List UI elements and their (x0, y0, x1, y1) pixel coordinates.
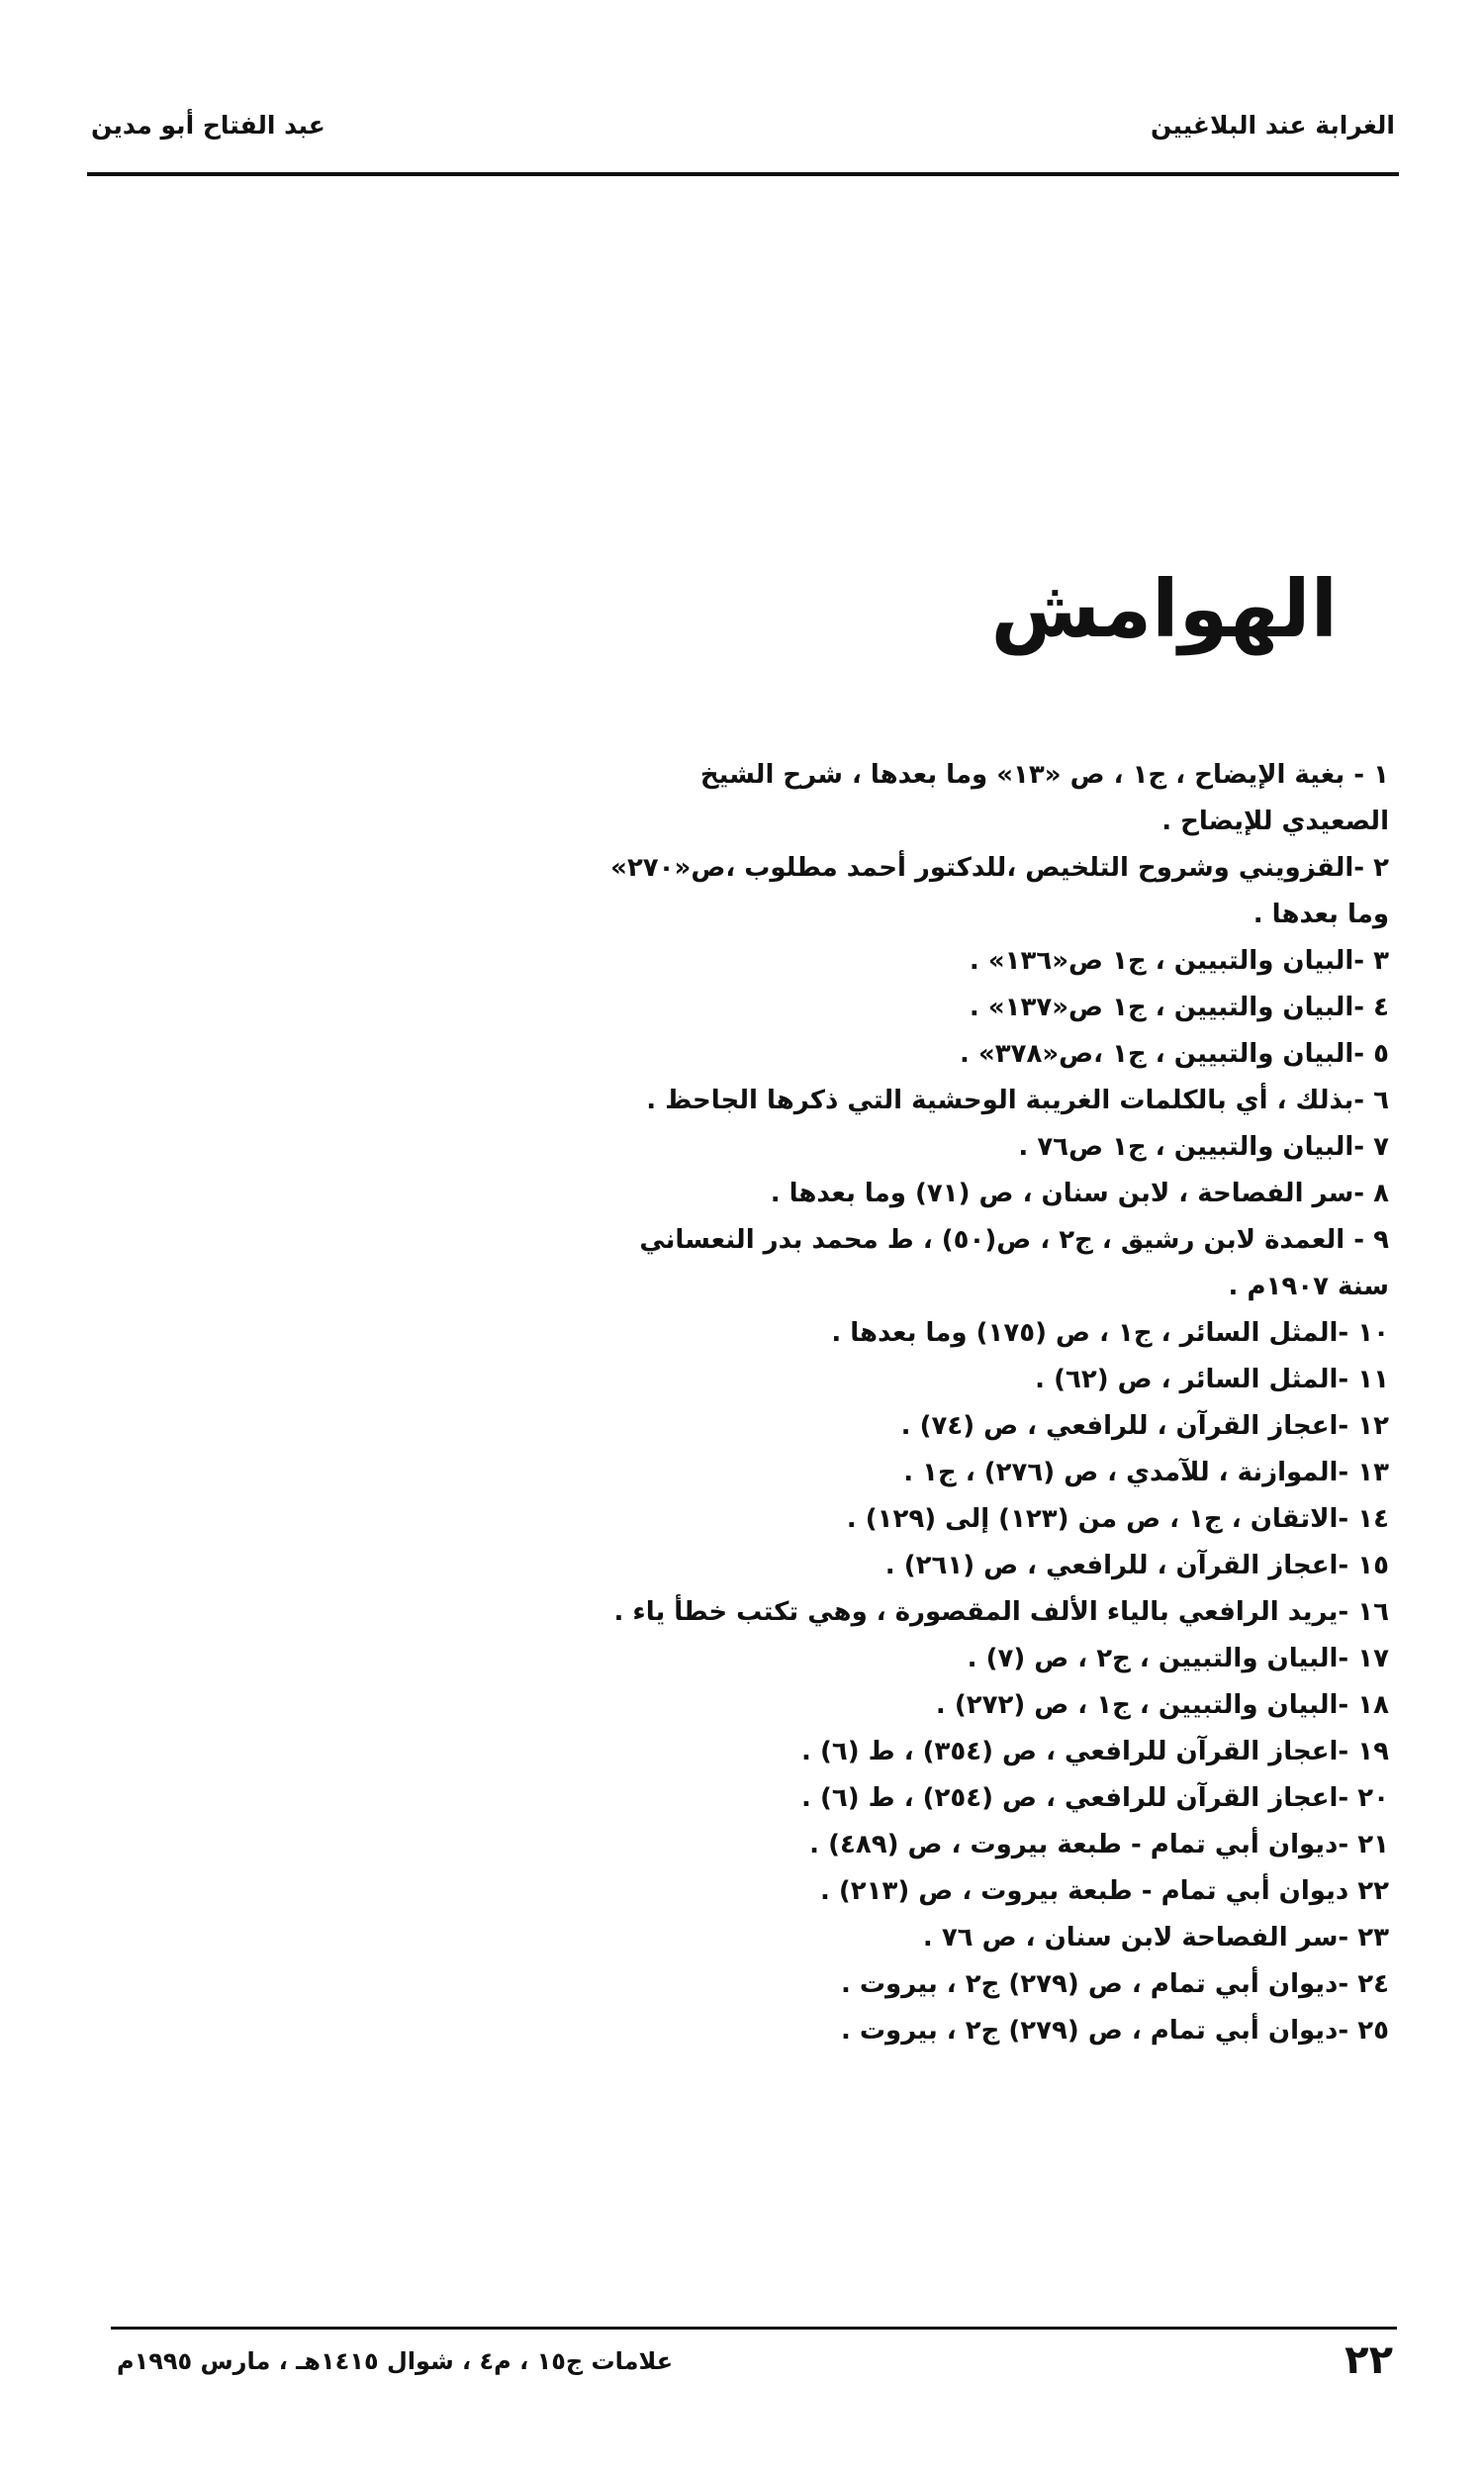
footnote-item: ٥ -البيان والتبيين ، ج١ ،ص«٣٧٨» . (960, 1039, 1389, 1069)
footnote-item: ٦ -بذلك ، أي بالكلمات الغريبة الوحشية التي ذكرها الجاحظ . (646, 1086, 1389, 1115)
footnote-item: ٧ -البيان والتبيين ، ج١ ص٧٦ . (1018, 1132, 1389, 1162)
footnote-item: ١٤ -الاتقان ، ج١ ، ص من (١٢٣) إلى (١٢٩) . (846, 1504, 1389, 1534)
footnote-item: ٢٢ ديوان أبي تمام - طبعة بيروت ، ص (٢١٣) . (819, 1876, 1389, 1906)
footnote-item: ١٣ -الموازنة ، للآمدي ، ص (٢٧٦) ، ج١ . (903, 1458, 1389, 1487)
page-number: ٢٢ (1345, 2337, 1393, 2383)
running-author: عبد الفتاح أبو مدين (91, 111, 325, 140)
footnote-item: ٢١ -ديوان أبي تمام - طبعة بيروت ، ص (٤٨٩) . (809, 1830, 1389, 1859)
footnote-item: ٢٠ -اعجاز القرآن للرافعي ، ص (٢٥٤) ، ط (٦) . (801, 1783, 1389, 1813)
footnote-item: ١٢ -اعجاز القرآن ، للرافعي ، ص (٧٤) . (900, 1411, 1389, 1441)
footer-rule (111, 2327, 1397, 2330)
section-title: الهوامش (990, 563, 1338, 655)
footnote-item: ٢٣ -سر الفصاحة لابن سنان ، ص ٧٦ . (922, 1923, 1389, 1953)
footnote-item: ٩ - العمدة لابن رشيق ، ج٢ ، ص(٥٠) ، ط محمد بدر النعساني سنة ١٩٠٧م . (639, 1225, 1389, 1301)
footnote-item: ٤ -البيان والتبيين ، ج١ ص«١٣٧» . (969, 993, 1389, 1022)
footnote-item: ٨ -سر الفصاحة ، لابن سنان ، ص (٧١) وما بعدها . (770, 1179, 1389, 1208)
footnote-item: ١٠ -المثل السائر ، ج١ ، ص (١٧٥) وما بعدها . (831, 1318, 1389, 1348)
journal-info: علامات ج١٥ ، م٤ ، شوال ١٤١٥هـ ، مارس ١٩٩٥م (117, 2347, 674, 2375)
running-title: الغرابة عند البلاغيين (1151, 111, 1395, 140)
header-rule (87, 172, 1399, 176)
footnote-item: ١٧ -البيان والتبيين ، ج٢ ، ص (٧) . (967, 1644, 1389, 1673)
footnote-item: ٣ -البيان والتبيين ، ج١ ص«١٣٦» . (969, 946, 1389, 976)
footnote-item: ١١ -المثل السائر ، ص (٦٢) . (1035, 1365, 1389, 1394)
footnote-item: ١٦ -يريد الرافعي بالياء الألف المقصورة ، وهي تكتب خطأ ياء . (613, 1597, 1389, 1627)
footnote-item: ١٥ -اعجاز القرآن ، للرافعي ، ص (٢٦١) . (884, 1551, 1389, 1580)
footnote-item: ١ - بغية الإيضاح ، ج١ ، ص «١٣» وما بعدها ، شرح الشيخ الصعيدي للإيضاح . (699, 760, 1389, 836)
footnote-item: ٢٥ -ديوان أبي تمام ، ص (٢٧٩) ج٢ ، بيروت . (840, 2016, 1389, 2046)
footnote-item: ٢٤ -ديوان أبي تمام ، ص (٢٧٩) ج٢ ، بيروت . (840, 1969, 1389, 1999)
footnote-item: ١٨ -البيان والتبيين ، ج١ ، ص (٢٧٢) . (935, 1690, 1389, 1720)
footnotes-list (598, 752, 1389, 2054)
footnote-item: ٢ -القزويني وشروح التلخيص ،للدكتور أحمد مطلوب ،ص«٢٧٠» وما بعدها . (610, 853, 1389, 929)
footnote-item: ١٩ -اعجاز القرآن للرافعي ، ص (٣٥٤) ، ط (٦) . (801, 1737, 1389, 1766)
